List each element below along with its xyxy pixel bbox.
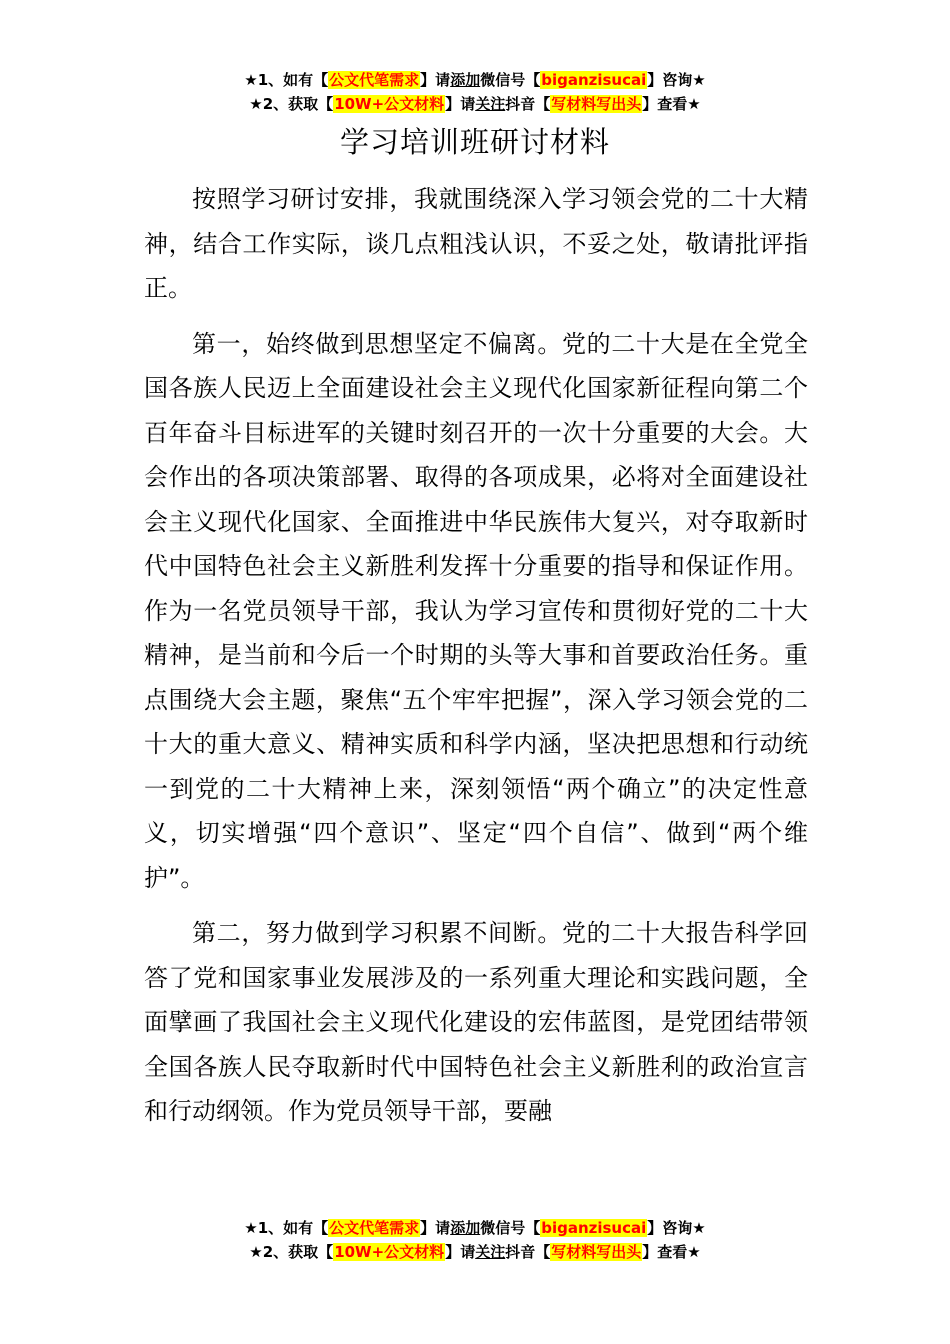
banner-line-1 [0,1216,950,1240]
document-body [144,177,808,1145]
banner-highlight: 公文代笔需求 [329,71,420,89]
banner-highlight: 公文代笔需求 [329,1219,420,1237]
banner-douyin-name: 写材料写出头 [551,1243,642,1261]
banner-douyin-name: 写材料写出头 [551,95,642,113]
banner-underlined-text: 添加 [450,71,481,89]
banner-text: ★2、获取【 [249,1243,334,1261]
banner-text: 】请 [420,71,451,89]
banner-line-2 [0,1240,950,1264]
banner-highlight: 10W+公文材料 [334,95,445,113]
banner-text: 抖音【 [505,95,551,113]
banner-text: 】请 [445,95,476,113]
banner-text: 】咨询★ [647,1219,706,1237]
banner-text: 】查看★ [642,95,701,113]
banner-text: 抖音【 [505,1243,551,1261]
banner-underlined-text: 添加 [450,1219,481,1237]
banner-text: 】查看★ [642,1243,701,1261]
banner-text: 】请 [445,1243,476,1261]
banner-underlined-text: 关注 [475,95,506,113]
banner-line-1 [0,68,950,92]
banner-highlight: 10W+公文材料 [334,1243,445,1261]
banner-text: ★2、获取【 [249,95,334,113]
banner-underlined-text: 关注 [475,1243,506,1261]
paragraph-first: 第一，始终做到思想坚定不偏离。党的二十大是在全党全国各族人民迈上全面建设社会主义现代化国家新征程向第二个百年奋斗目标进军的关键时刻召开的一次十分重要的大会。大会作出的各项决策部署、取得的各项成果，必将对全面建设社会主义现代化国家、全面推进中华民族伟大复兴，对夺取新时代中国特色社会主义新胜利发挥十分重要的指导和保证作用。作为一名党员领导干部，我认为学习宣传和贯彻好党的二十大精神，是当前和今后一个时期的头等大事和首要政治任务。重点围绕大会主题，聚焦“五个牢牢把握”，深入学习领会党的二十大的重大意义、精神实质和科学内涵，坚决把思想和行动统一到党的二十大精神上来，深刻领悟“两个确立”的决定性意义，切实增强“四个意识”、坚定“四个自信”、做到“两个维护”。 [144,329,808,892]
banner-text: ★1、如有【 [244,71,329,89]
paragraph-second: 第二，努力做到学习积累不间断。党的二十大报告科学回答了党和国家事业发展涉及的一系列重大理论和实践问题，全面擘画了我国社会主义现代化建设的宏伟蓝图，是党团结带领全国各族人民夺取新时代中国特色社会主义新胜利的政治宣言和行动纲领。作为党员领导干部，要融 [144,919,808,1125]
footer-banner [0,1216,950,1264]
banner-text: 微信号【 [480,71,541,89]
header-banner [0,68,950,116]
banner-text: 】请 [420,1219,451,1237]
paragraph-intro: 按照学习研讨安排，我就围绕深入学习领会党的二十大精神，结合工作实际，谈几点粗浅认识，不妥之处，敬请批评指正。 [144,185,808,302]
banner-text: 】咨询★ [647,71,706,89]
banner-line-2 [0,92,950,116]
document-title: 学习培训班研讨材料 [339,125,610,159]
banner-text: 微信号【 [480,1219,541,1237]
banner-text: ★1、如有【 [244,1219,329,1237]
banner-wechat-id: biganzisucai [541,71,647,89]
banner-wechat-id: biganzisucai [541,1219,647,1237]
